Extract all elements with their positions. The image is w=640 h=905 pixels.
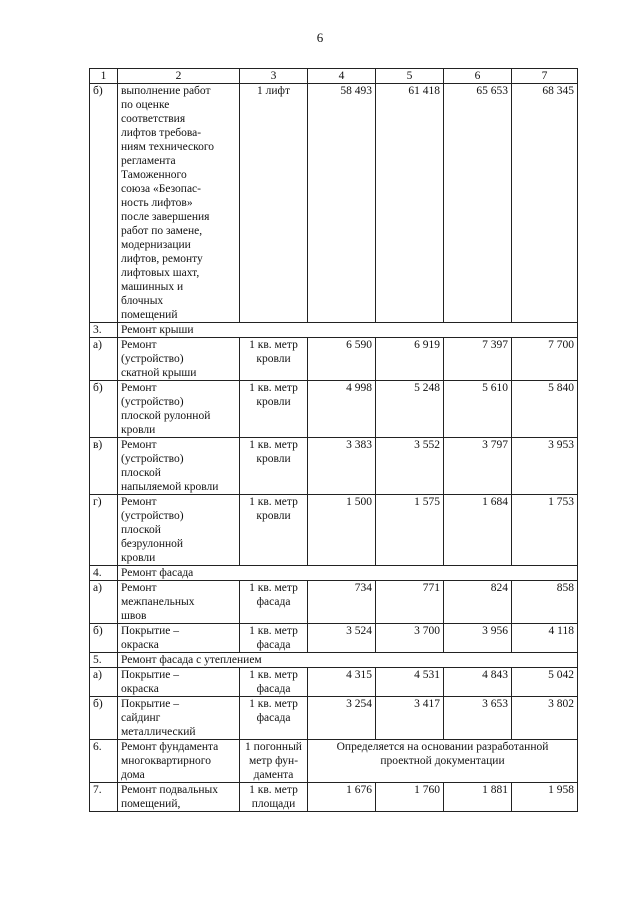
unit-line: кровли [256,396,291,408]
description-line: по оценке [121,99,170,111]
unit-line: 1 кв. метр [249,582,298,594]
description-line: кровли [121,552,156,564]
cost-value-col6: 65 653 [444,84,512,323]
item-index: в) [90,438,118,495]
cost-value-col5: 3 700 [376,624,444,653]
cost-value-col7: 7 700 [512,338,578,381]
item-index: б) [90,624,118,653]
note-line: проектной документации [380,755,505,767]
cost-value-col6: 3 797 [444,438,512,495]
description-line: металлический [121,726,196,738]
unit-of-measure [240,84,308,323]
section-title: Ремонт крыши [118,323,578,338]
column-number: 6 [444,69,512,84]
cost-table [89,68,578,812]
description-line: Ремонт [121,339,157,351]
unit-line: фасада [256,683,291,695]
unit-line: 1 кв. метр [249,698,298,710]
unit-line: 1 погонный [245,741,302,753]
description-line: Ремонт подвальных [121,784,218,796]
unit-line: фасада [256,712,291,724]
unit-of-measure [240,438,308,495]
description-line: Таможенного [121,169,187,181]
cost-value-col7: 858 [512,581,578,624]
description-line: Ремонт фундамента [121,741,219,753]
column-number-row [90,69,578,84]
description-line: ность лифтов» [121,197,193,209]
cost-value-col5: 3 417 [376,697,444,740]
unit-line: фасада [256,639,291,651]
description-line: многоквартирного [121,755,211,767]
item-index: 6. [90,740,118,783]
work-description [118,740,240,783]
cost-value-col5: 61 418 [376,84,444,323]
unit-of-measure [240,381,308,438]
description-line: лифтовых шахт, [121,267,200,279]
item-index: 5. [90,653,118,668]
work-description [118,438,240,495]
description-line: скатной крыши [121,367,197,379]
description-line: кровли [121,424,156,436]
cost-value-col4: 3 524 [308,624,376,653]
description-line: регламента [121,155,176,167]
column-number: 1 [90,69,118,84]
item-index: г) [90,495,118,566]
table-row [90,381,578,438]
description-line: (устройство) [121,453,184,465]
cost-value-col6: 1 684 [444,495,512,566]
cost-value-col4: 734 [308,581,376,624]
cost-value-col5: 6 919 [376,338,444,381]
cost-value-col6: 5 610 [444,381,512,438]
cost-value-col5: 1 760 [376,783,444,812]
description-line: после завершения [121,211,210,223]
cost-value-col4: 4 315 [308,668,376,697]
description-line: союза «Безопас- [121,183,201,195]
description-line: (устройство) [121,353,184,365]
work-description [118,783,240,812]
description-line: модернизации [121,239,191,251]
description-line: сайдинг [121,712,161,724]
cost-value-col6: 4 843 [444,668,512,697]
description-line: Ремонт [121,439,157,451]
unit-line: 1 кв. метр [249,669,298,681]
section-title: Ремонт фасада [118,566,578,581]
unit-line: площади [251,798,296,810]
unit-of-measure [240,668,308,697]
table-row [90,438,578,495]
cost-value-col5: 5 248 [376,381,444,438]
description-line: выполнение работ [121,85,211,97]
column-number: 5 [376,69,444,84]
description-line: Ремонт [121,582,157,594]
unit-line: кровли [256,510,291,522]
unit-line: 1 кв. метр [249,382,298,394]
cost-value-col6: 3 653 [444,697,512,740]
work-description [118,381,240,438]
description-line: Ремонт [121,496,157,508]
table-row [90,740,578,783]
cost-value-col6: 824 [444,581,512,624]
item-index: а) [90,581,118,624]
description-line: дома [121,769,145,781]
unit-line: 1 кв. метр [249,439,298,451]
work-description [118,697,240,740]
description-line: помещений, [121,798,181,810]
description-line: лифтов, ремонту [121,253,203,265]
cost-value-col7: 3 802 [512,697,578,740]
description-line: плоской [121,467,161,479]
description-line: окраска [121,639,159,651]
unit-line: метр фун- [248,755,299,767]
description-line: швов [121,610,147,622]
description-line: соответствия [121,113,186,125]
description-line: плоской [121,524,161,536]
item-index: б) [90,381,118,438]
cost-value-col7: 5 042 [512,668,578,697]
unit-of-measure [240,495,308,566]
column-number: 4 [308,69,376,84]
section-title: Ремонт фасада с утеплением [118,653,578,668]
description-line: лифтов требова- [121,127,202,139]
unit-line: кровли [256,353,291,365]
section-row [90,566,578,581]
cost-value-col4: 1 500 [308,495,376,566]
item-index: а) [90,338,118,381]
unit-line: 1 кв. метр [249,339,298,351]
unit-line: кровли [256,453,291,465]
description-line: плоской рулонной [121,410,211,422]
cost-value-col6: 1 881 [444,783,512,812]
cost-value-col4: 58 493 [308,84,376,323]
section-row [90,653,578,668]
cost-value-col7: 3 953 [512,438,578,495]
description-line: межпанельных [121,596,195,608]
description-line: Покрытие – [121,625,180,637]
item-index: 4. [90,566,118,581]
description-line: безрулонной [121,538,184,550]
unit-line: 1 кв. метр [249,625,298,637]
work-description [118,624,240,653]
description-line: работ по замене, [121,225,203,237]
work-description [118,84,240,323]
table-row [90,624,578,653]
cost-value-col6: 3 956 [444,624,512,653]
item-index: а) [90,668,118,697]
description-line: блочных [121,295,164,307]
cost-value-col6: 7 397 [444,338,512,381]
cost-value-col5: 771 [376,581,444,624]
unit-line: 1 лифт [257,85,290,97]
cost-value-col4: 6 590 [308,338,376,381]
cost-value-col4: 1 676 [308,783,376,812]
page-number: 6 [316,30,324,45]
table-row [90,338,578,381]
note-line: Определяется на основании разработанной [336,741,549,753]
cost-value-col7: 68 345 [512,84,578,323]
cost-value-col4: 3 383 [308,438,376,495]
cost-value-col5: 3 552 [376,438,444,495]
cost-note [308,740,578,783]
cost-value-col4: 3 254 [308,697,376,740]
description-line: машинных и [121,281,184,293]
table-row [90,495,578,566]
description-line: окраска [121,683,159,695]
item-index: 3. [90,323,118,338]
unit-of-measure [240,740,308,783]
cost-value-col5: 1 575 [376,495,444,566]
description-line: (устройство) [121,396,184,408]
work-description [118,495,240,566]
description-line: напыляемой кровли [121,481,219,493]
table-body [90,69,578,812]
description-line: (устройство) [121,510,184,522]
item-index: 7. [90,783,118,812]
table-row [90,783,578,812]
unit-line: 1 кв. метр [249,784,298,796]
description-line: помещений [121,309,178,321]
description-line: ниям технического [121,141,214,153]
cost-value-col7: 1 958 [512,783,578,812]
work-description [118,338,240,381]
unit-of-measure [240,624,308,653]
unit-line: 1 кв. метр [249,496,298,508]
work-description [118,668,240,697]
unit-of-measure [240,581,308,624]
unit-of-measure [240,338,308,381]
cost-value-col7: 5 840 [512,381,578,438]
column-number: 7 [512,69,578,84]
column-number: 2 [118,69,240,84]
table-row [90,697,578,740]
cost-value-col4: 4 998 [308,381,376,438]
table-row [90,84,578,323]
unit-of-measure [240,783,308,812]
description-line: Покрытие – [121,698,180,710]
description-line: Ремонт [121,382,157,394]
cost-value-col7: 1 753 [512,495,578,566]
cost-value-col5: 4 531 [376,668,444,697]
unit-line: дамента [253,769,294,781]
section-row [90,323,578,338]
description-line: Покрытие – [121,669,180,681]
column-number: 3 [240,69,308,84]
table-row [90,668,578,697]
unit-line: фасада [256,596,291,608]
item-index: б) [90,697,118,740]
table-row [90,581,578,624]
cost-value-col7: 4 118 [512,624,578,653]
item-index: б) [90,84,118,323]
work-description [118,581,240,624]
unit-of-measure [240,697,308,740]
